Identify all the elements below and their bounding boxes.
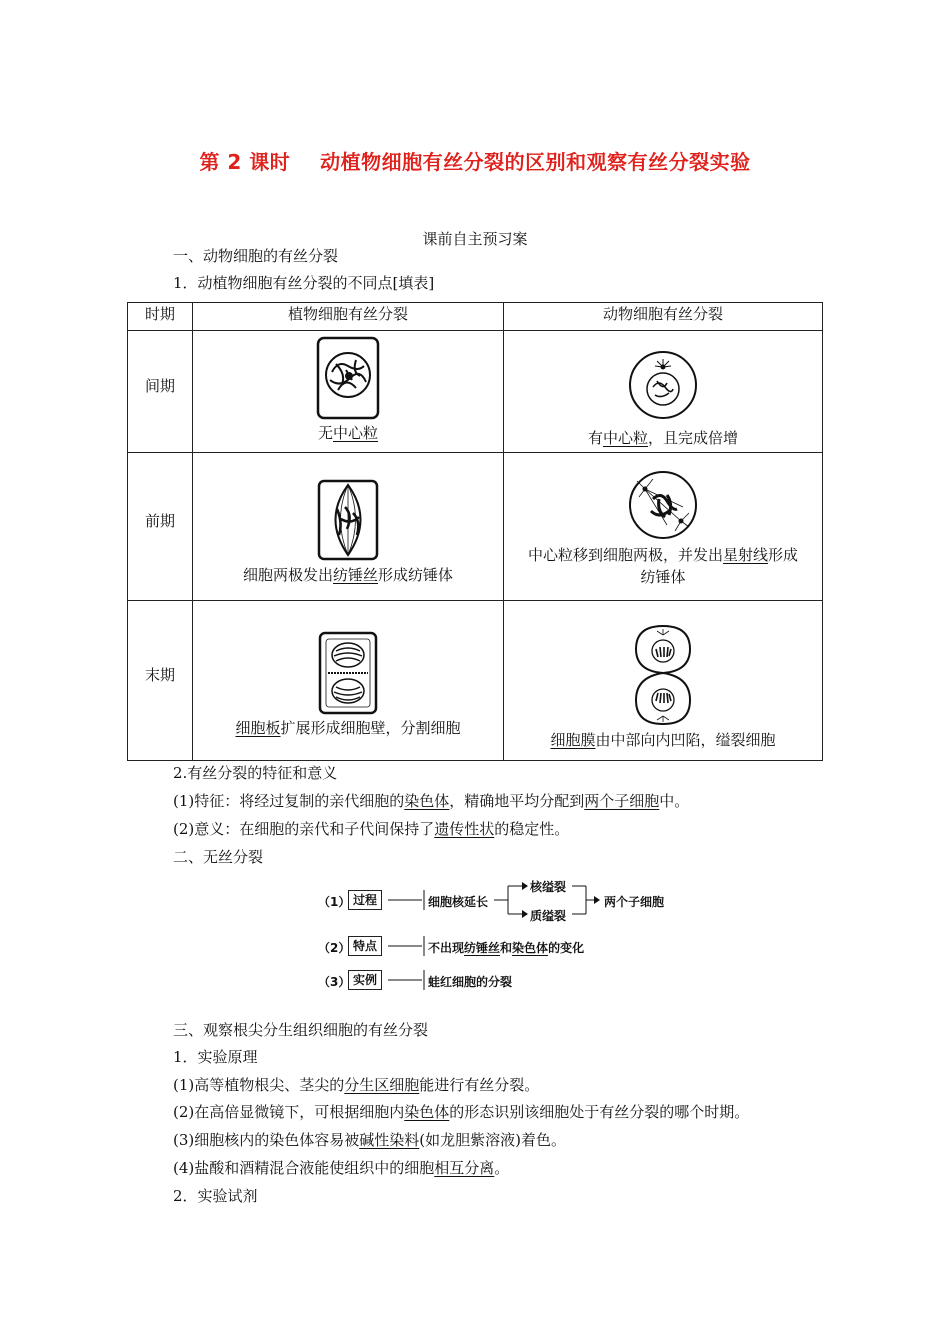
animal-prophase-image — [627, 469, 699, 541]
animal-telophase-text: 细胞膜由中部向内凹陷，缢裂细胞 — [550, 731, 776, 749]
animal-interphase-image — [627, 349, 699, 421]
paragraph-significance: (2)意义：在细胞的亲代和子代间保持了遗传性状的稳定性。 — [173, 820, 570, 838]
section-heading: 课前自主预习案 — [422, 230, 528, 248]
diagram-box-process: 过程 — [348, 890, 382, 910]
subheading-differences: 1．动植物细胞有丝分裂的不同点[填表] — [173, 274, 435, 292]
table-header-row — [128, 303, 823, 331]
header-period: 时期 — [128, 303, 193, 331]
amitosis-diagram — [318, 878, 678, 996]
plant-cell — [193, 453, 504, 601]
principle-2: (2)在高倍显微镜下，可根据细胞内染色体的形态识别该细胞处于有丝分裂的哪个时期。 — [173, 1103, 750, 1121]
diagram-box-feature: 特点 — [348, 936, 382, 956]
plant-prophase-text: 细胞两极发出纺锤丝形成纺锤体 — [242, 566, 454, 584]
diagram-end: 两个子细胞 — [604, 895, 665, 909]
plant-telophase-text: 细胞板扩展形成细胞壁，分割细胞 — [235, 719, 461, 737]
diagram-start: 细胞核延长 — [428, 895, 489, 909]
principle-1: (1)高等植物根尖、茎尖的分生区细胞能进行有丝分裂。 — [173, 1076, 540, 1094]
heading-observe: 三、观察根尖分生组织细胞的有丝分裂 — [173, 1021, 429, 1039]
principle-3: (3)细胞核内的染色体容易被碱性染料(如龙胆紫溶液)着色。 — [173, 1131, 566, 1149]
diagram-nucleus-split: 核缢裂 — [530, 880, 567, 894]
header-plant: 植物细胞有丝分裂 — [193, 303, 504, 331]
plant-interphase-text: 无中心粒 — [317, 424, 379, 442]
heading-amitosis: 二、无丝分裂 — [173, 848, 264, 866]
table-row — [128, 453, 823, 601]
period-cell — [128, 453, 193, 601]
diagram-box-example: 实例 — [348, 970, 382, 990]
table-row — [128, 331, 823, 453]
header-animal: 动物细胞有丝分裂 — [504, 303, 823, 331]
diagram-num-3: （3） — [318, 975, 351, 989]
table-row — [128, 601, 823, 761]
animal-interphase-text: 有中心粒，且完成倍增 — [587, 429, 739, 447]
period-label: 末期 — [144, 666, 175, 684]
period-label: 前期 — [144, 512, 175, 530]
diagram-num-2: （2） — [318, 941, 351, 955]
period-label: 间期 — [144, 377, 175, 395]
period-cell — [128, 331, 193, 453]
subheading-principle: 1．实验原理 — [173, 1048, 258, 1066]
subheading-reagents: 2．实验试剂 — [173, 1187, 258, 1205]
animal-cell — [504, 601, 823, 761]
principle-4: (4)盐酸和酒精混合液能使组织中的细胞相互分离。 — [173, 1159, 510, 1177]
animal-cell — [504, 453, 823, 601]
diagram-cytoplasm-split: 质缢裂 — [530, 909, 567, 923]
page-title: 第 2 课时 动植物细胞有丝分裂的区别和观察有丝分裂实验 — [199, 150, 751, 174]
plant-telophase-image — [318, 631, 378, 715]
diagram-feature: 不出现纺锤丝和染色体的变化 — [428, 941, 585, 955]
subheading-characteristics: 2.有丝分裂的特征和意义 — [173, 764, 338, 782]
animal-cell — [504, 331, 823, 453]
plant-cell — [193, 601, 504, 761]
paragraph-feature: (1)特征：将经过复制的亲代细胞的染色体，精确地平均分配到两个子细胞中。 — [173, 792, 690, 810]
plant-cell — [193, 331, 504, 453]
animal-telophase-image — [632, 623, 694, 727]
animal-prophase-text: 中心粒移到细胞两极，并发出星射线形成 — [527, 546, 799, 564]
diagram-example: 蛙红细胞的分裂 — [428, 975, 513, 989]
animal-prophase-text-line2: 纺锤体 — [640, 568, 686, 586]
diagram-num-1: （1） — [318, 895, 351, 909]
plant-prophase-image — [317, 479, 379, 561]
comparison-table — [127, 302, 823, 761]
heading-animal-mitosis: 一、动物细胞的有丝分裂 — [173, 247, 339, 265]
period-cell — [128, 601, 193, 761]
plant-interphase-image — [316, 336, 380, 420]
